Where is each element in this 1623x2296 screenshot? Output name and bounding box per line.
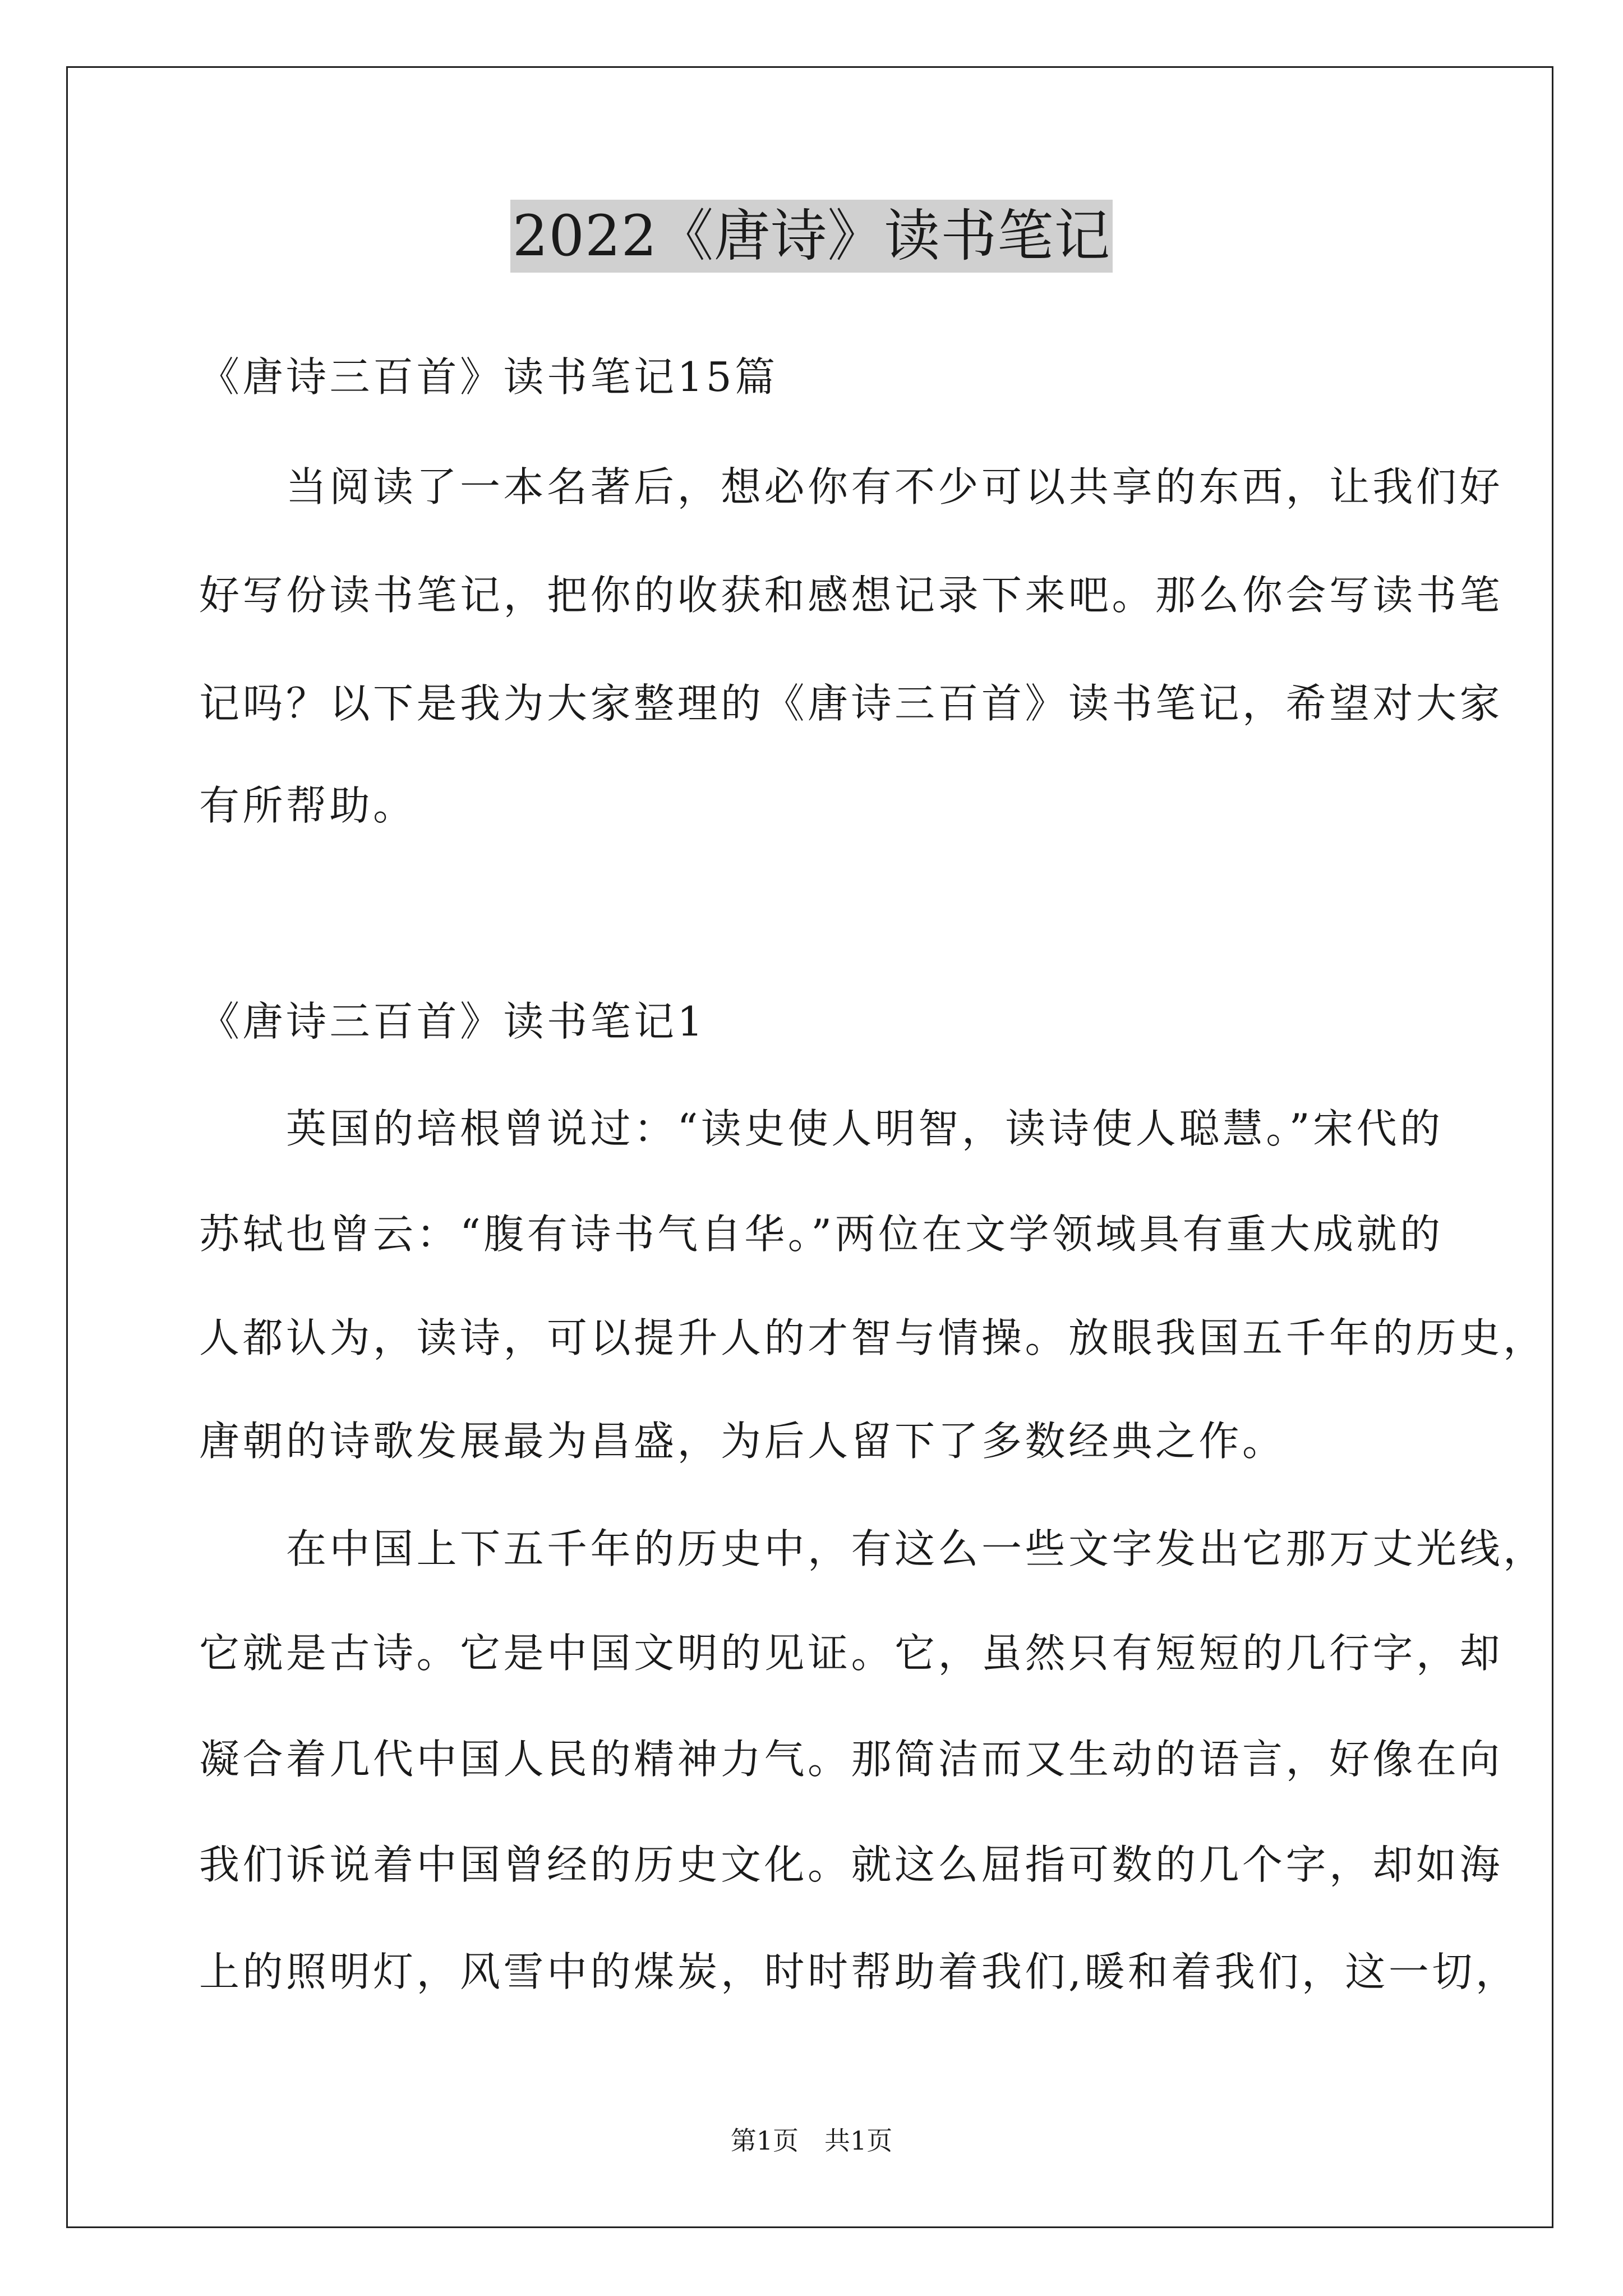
intro-line: 记吗？以下是我为大家整理的《唐诗三百首》读书笔记，希望对大家: [199, 680, 1504, 727]
paragraph-line: 唐朝的诗歌发展最为昌盛，为后人留下了多数经典之作。: [199, 1418, 1286, 1465]
page-footer: 第1页 共1页: [730, 2125, 893, 2156]
title-container: [0, 200, 1623, 273]
paragraph-line: 英国的培根曾说过：“读史使人明智，读诗使人聪慧。”宋代的: [199, 1105, 1444, 1152]
paragraph-line: 在中国上下五千年的历史中，有这么一些文字发出它那万丈光线，: [199, 1525, 1547, 1572]
paragraph-line: 人都认为，读诗，可以提升人的才智与情操。放眼我国五千年的历史，: [199, 1314, 1547, 1361]
paragraph-line: 苏轼也曾云：“腹有诗书气自华。”两位在文学领域具有重大成就的: [199, 1211, 1444, 1258]
paragraph-line: 凝合着几代中国人民的精神力气。那简洁而又生动的语言，好像在向: [199, 1736, 1504, 1783]
paragraph-line: 它就是古诗。它是中国文明的见证。它，虽然只有短短的几行字，却: [199, 1630, 1504, 1677]
paragraph-line: 我们诉说着中国曾经的历史文化。就这么屈指可数的几个字，却如海: [199, 1841, 1504, 1888]
paragraph-line: 上的照明灯，风雪中的煤炭，时时帮助着我们,暖和着我们，这一切，: [199, 1948, 1519, 1995]
intro-line: 当阅读了一本名著后，想必你有不少可以共享的东西，让我们好: [199, 463, 1504, 510]
document-subtitle: 《唐诗三百首》读书笔记15篇: [199, 353, 778, 401]
document-title: 2022《唐诗》读书笔记: [510, 200, 1113, 273]
intro-line: 好写份读书笔记，把你的收获和感想记录下来吧。那么你会写读书笔: [199, 572, 1504, 619]
intro-line: 有所帮助。: [199, 782, 417, 829]
section-heading: 《唐诗三百首》读书笔记1: [199, 998, 706, 1045]
